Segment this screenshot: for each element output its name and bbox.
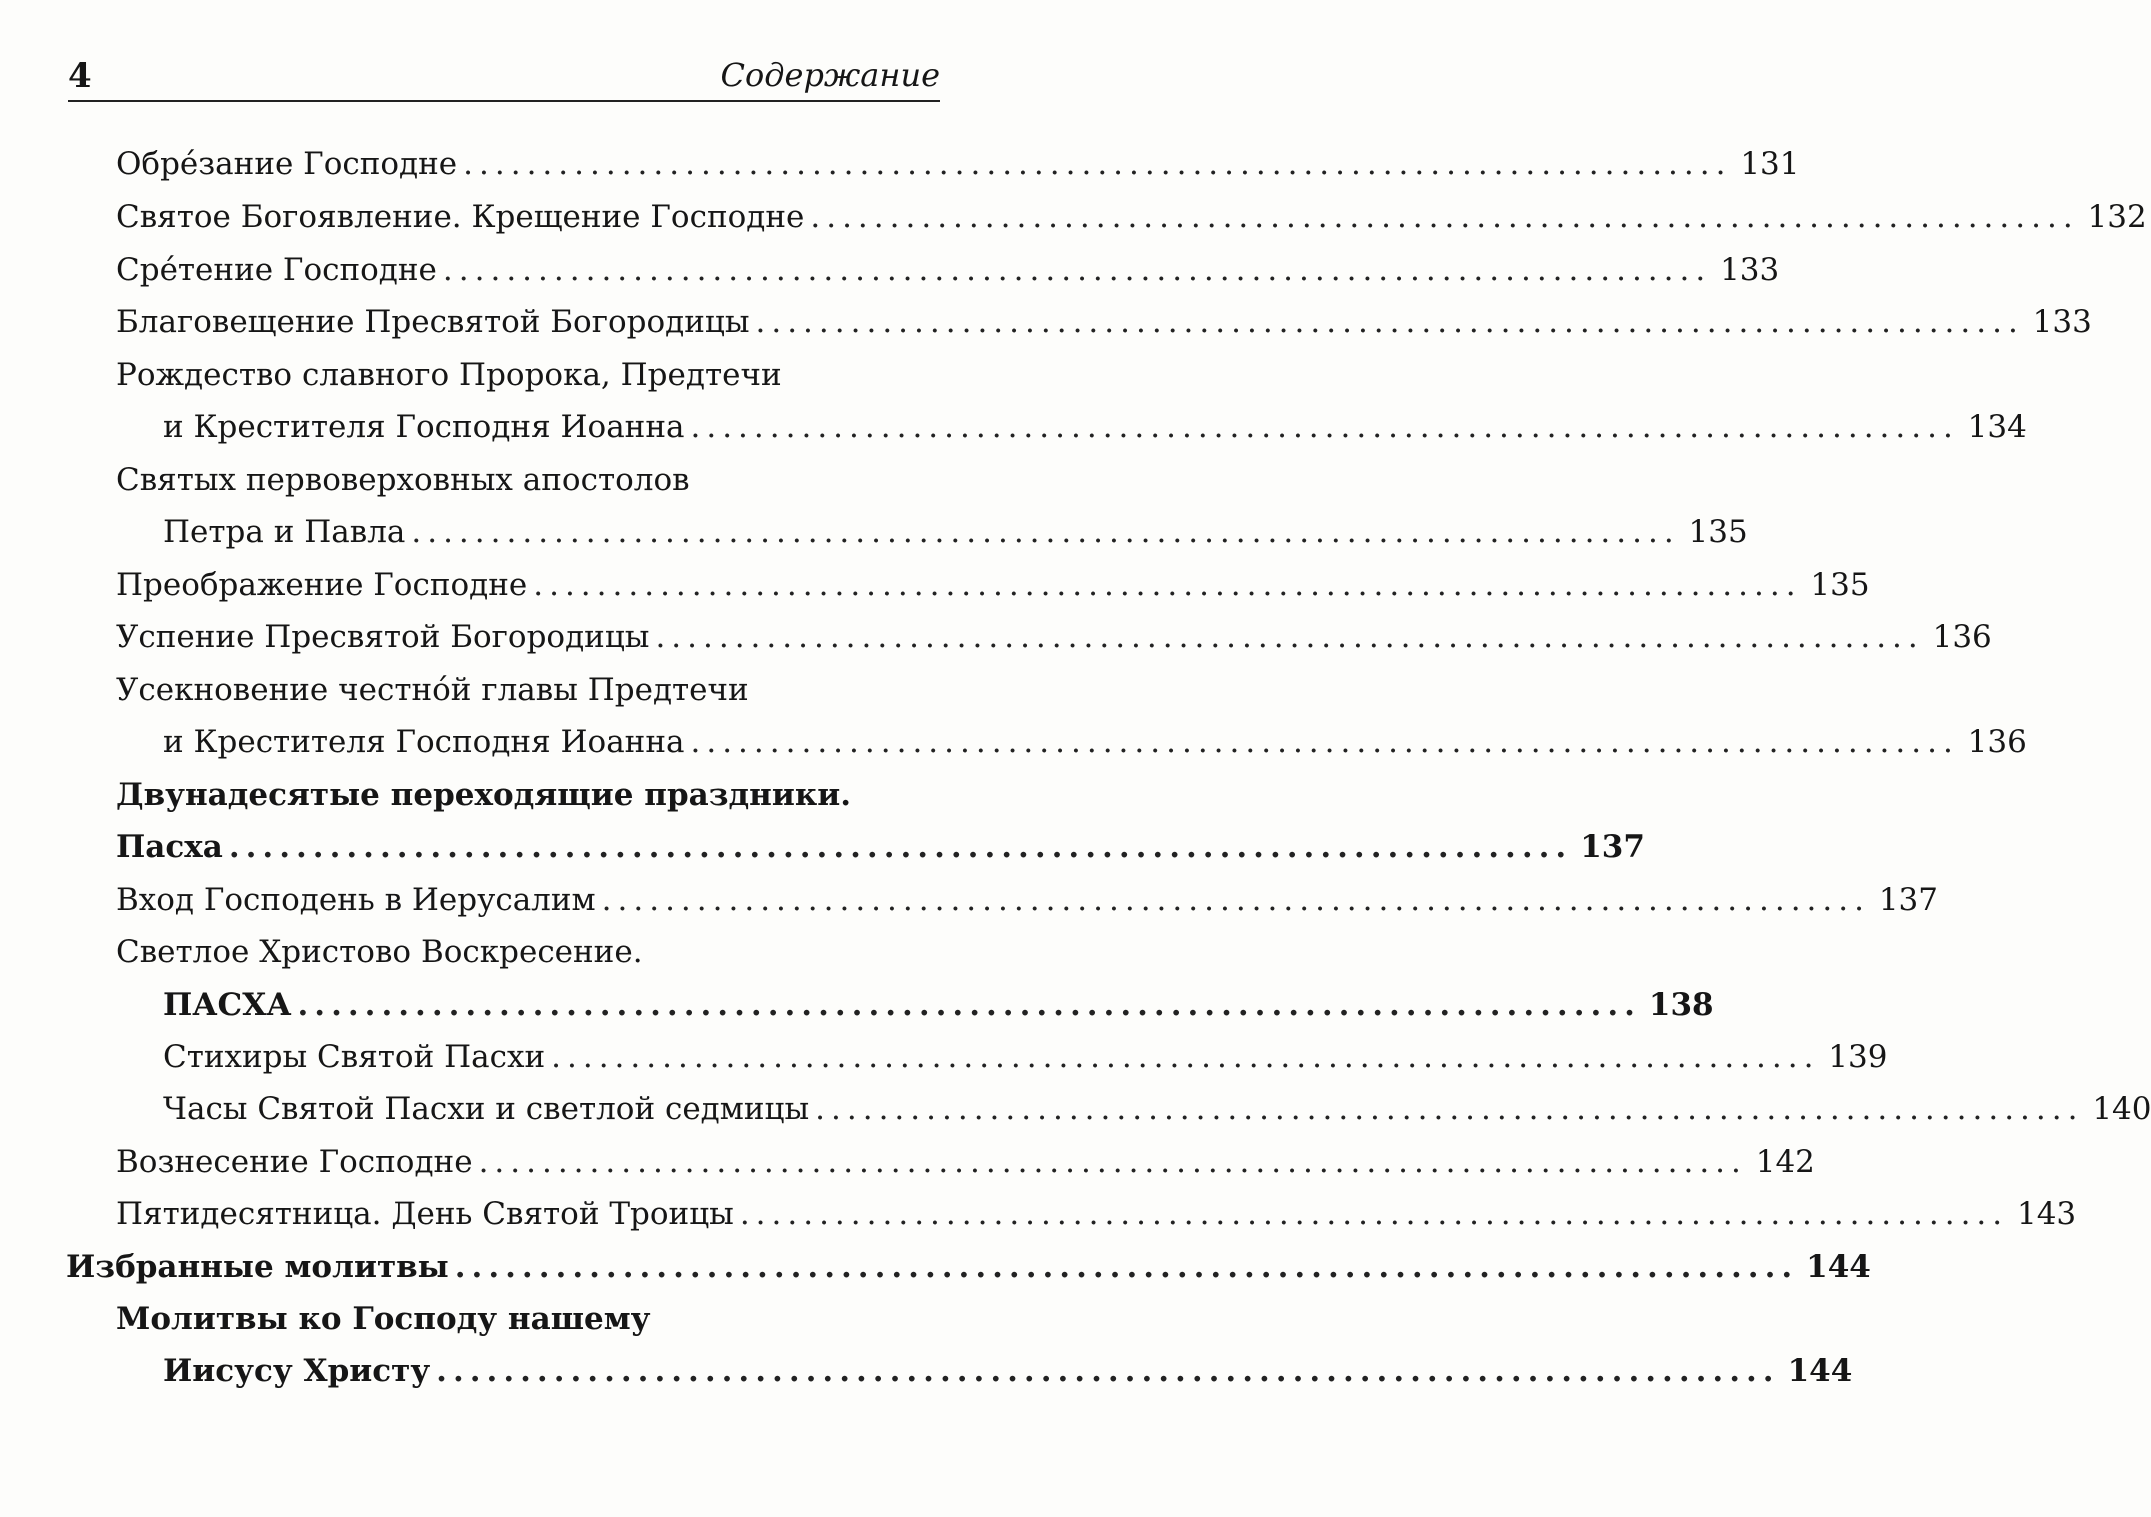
toc-entry-title: Вход Господень в Иерусалим: [116, 882, 596, 918]
leader-dots: ................................................................................: [810, 199, 2079, 235]
toc-entry-title: Молитвы ко Господу нашему: [116, 1301, 651, 1337]
running-title: Содержание: [720, 56, 940, 94]
toc-entry-title: Петра и Павла: [163, 514, 406, 550]
toc-entry-page: 137: [1580, 829, 1645, 865]
toc-entry-title: Вознесение Господне: [116, 1144, 473, 1180]
toc-entry-page: 133: [2032, 304, 2092, 340]
toc-entry-title: Иисусу Христу: [163, 1353, 431, 1389]
toc-entry: [163, 403, 2027, 451]
toc-entry-title: ПАСХА: [163, 987, 292, 1023]
leader-dots: ................................................................................: [411, 514, 1680, 550]
toc-entry-title: Святое Богоявление. Крещение Господне: [116, 199, 805, 235]
toc-entry-title: Рождество славного Пророка, Предтечи: [116, 357, 782, 393]
toc-entry-title: и Крестителя Господня Иоанна: [163, 724, 685, 760]
page-header: [68, 54, 940, 102]
toc-entry-title: Стихиры Святой Пасхи: [163, 1039, 546, 1075]
toc-entry-title: Обре́зание Господне: [116, 146, 458, 182]
leader-dots: ................................................................................: [655, 619, 1924, 655]
toc-entry-title: Пятидесятница. День Святой Троицы: [116, 1196, 734, 1232]
toc-entry-page: 143: [2016, 1196, 2077, 1232]
toc-entry-page: 131: [1740, 146, 1800, 182]
toc-entry: [116, 561, 1870, 609]
toc-entry: [116, 351, 934, 399]
toc-entry-page: 142: [1755, 1144, 1815, 1180]
leader-dots: ................................................................................: [690, 724, 1959, 760]
toc-entry-page: 140: [2092, 1091, 2151, 1127]
toc-entry-title: Часы Святой Пасхи и светлой седмицы: [163, 1091, 810, 1127]
toc-entry-title: и Крестителя Господня Иоанна: [163, 409, 685, 445]
leader-dots: ................................................................................: [601, 882, 1870, 918]
toc-entry: [163, 508, 1748, 556]
leader-dots: ................................................................................: [228, 829, 1573, 865]
toc-entry-title: Успение Пресвятой Богородицы: [116, 619, 650, 655]
toc-entry-page: 134: [1967, 409, 2027, 445]
toc-entry-page: 136: [1932, 619, 1992, 655]
toc-entry: [163, 1033, 1888, 1081]
toc-entry-page: 138: [1648, 987, 1714, 1023]
toc-entry-page: 144: [1787, 1353, 1853, 1389]
toc-entry-page: 136: [1967, 724, 2027, 760]
toc-entry: [116, 666, 934, 714]
toc-entry-title: Преображение Господне: [116, 567, 528, 603]
toc-entry: [116, 928, 934, 976]
toc-entry-page: 135: [1810, 567, 1870, 603]
toc-entry-title: Благовещение Пресвятой Богородицы: [116, 304, 750, 340]
toc-entry-title: Избранные молитвы: [66, 1249, 449, 1285]
toc-entry: [116, 1190, 2077, 1238]
toc-entry: [116, 771, 934, 819]
leader-dots: ................................................................................: [755, 304, 2024, 340]
toc-entry-page: 132: [2087, 199, 2147, 235]
toc-entry: [163, 1347, 1853, 1395]
leader-dots: ................................................................................: [436, 1353, 1780, 1389]
toc-entry: [116, 193, 2147, 241]
toc-entry-title: Пасха: [116, 829, 223, 865]
toc-entry: [116, 823, 1645, 871]
leader-dots: ................................................................................: [739, 1196, 2009, 1232]
toc-entry-page: 139: [1828, 1039, 1888, 1075]
leader-dots: ................................................................................: [478, 1144, 1747, 1180]
toc-entry: [116, 1138, 1815, 1186]
leader-dots: ................................................................................: [690, 409, 1959, 445]
toc-entry: [163, 718, 2027, 766]
toc-entry-title: Двунадесятые переходящие праздники.: [116, 777, 852, 813]
toc-entry-title: Усекновение честно́й главы Предтечи: [116, 672, 749, 708]
toc-entry-page: 144: [1806, 1249, 1871, 1285]
toc-entry: [163, 1085, 2151, 1133]
toc-entry-title: Святых первоверховных апостолов: [116, 462, 690, 498]
leader-dots: ................................................................................: [297, 987, 1641, 1023]
toc-entry: [163, 981, 1714, 1029]
leader-dots: ................................................................................: [551, 1039, 1820, 1075]
leader-dots: ................................................................................: [454, 1249, 1799, 1285]
toc-entry-page: 137: [1878, 882, 1938, 918]
toc-entry: [116, 876, 1938, 924]
leader-dots: ................................................................................: [815, 1091, 2084, 1127]
leader-dots: ................................................................................: [533, 567, 1802, 603]
toc-entry-title: Светлое Христово Воскресение.: [116, 934, 643, 970]
leader-dots: ................................................................................: [463, 146, 1732, 182]
toc-entry-title: Сре́тение Господне: [116, 252, 437, 288]
toc-entry: [116, 613, 1992, 661]
toc-entry: [116, 298, 2092, 346]
leader-dots: ................................................................................: [442, 252, 1712, 288]
toc-entry-page: 133: [1720, 252, 1780, 288]
toc-entry: [116, 1295, 934, 1343]
toc-entry-page: 135: [1688, 514, 1748, 550]
page-number: 4: [68, 56, 92, 96]
toc-entry: [116, 456, 934, 504]
toc-entry: [116, 140, 1800, 188]
toc-entry: [66, 1243, 1871, 1291]
toc-entry: [116, 246, 1780, 294]
